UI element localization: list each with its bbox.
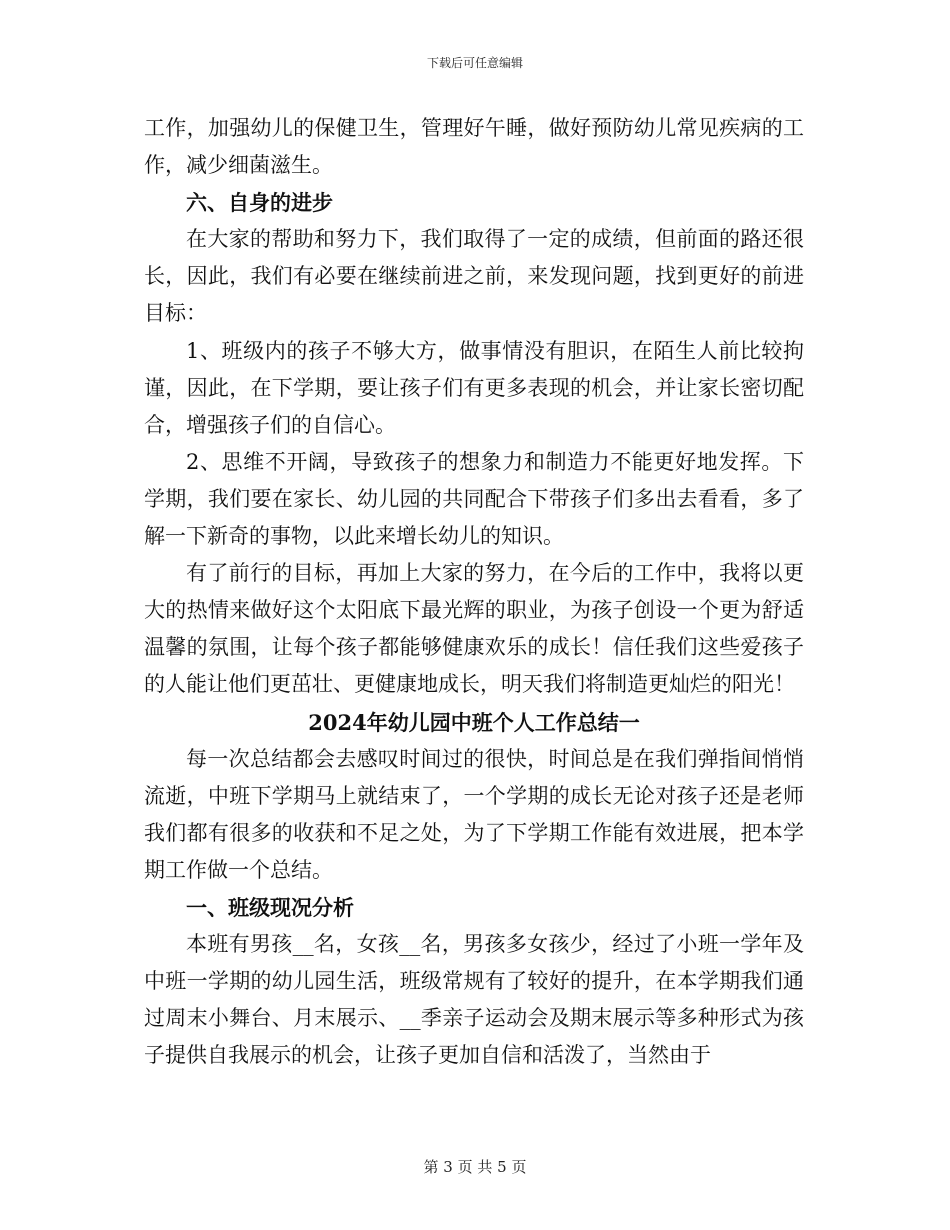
paragraph: 工作，加强幼儿的保健卫生，管理好午睡，做好预防幼儿常见疾病的工作，减少细菌滋生。	[144, 116, 804, 178]
page-footer: 第 3 页 共 5 页	[423, 1158, 527, 1176]
section-heading: 一、班级现况分析	[186, 894, 354, 920]
paragraph: 有了前行的目标，再加上大家的努力，在今后的工作中，我将以更大的热情来做好这个太阳底下最光辉的职业，为孩子创设一个更为舒适温馨的氛围，让每个孩子都能够健康欢乐的成长！信任我们这些爱孩子的人能让他们更茁壮、更健康地成长，明天我们将制造更灿烂的阳光！	[144, 561, 804, 697]
document-body	[144, 110, 804, 1074]
paragraph: 本班有男孩__名，女孩__名，男孩多女孩少，经过了小班一学年及中班一学期的幼儿园生活，班级常规有了较好的提升，在本学期我们通过周末小舞台、月末展示、__季亲子运动会及期末展示等多种形式为孩子提供自我展示的机会，让孩子更加自信和活泼了，当然由于	[144, 932, 804, 1068]
paragraph: 每一次总结都会去感叹时间过的很快，时间总是在我们弹指间悄悄流逝，中班下学期马上就结束了，一个学期的成长无论对孩子还是老师我们都有很多的收获和不足之处，为了下学期工作能有效进展，把本学期工作做一个总结。	[144, 746, 804, 882]
document-title: 2024年幼儿园中班个人工作总结一	[308, 709, 640, 735]
page-header: 下载后可任意编辑	[426, 56, 523, 70]
paragraph: 2、思维不开阔，导致孩子的想象力和制造力不能更好地发挥。下学期，我们要在家长、幼儿园的共同配合下带孩子们多出去看看，多了解一下新奇的事物，以此来增长幼儿的知识。	[144, 449, 804, 549]
paragraph: 在大家的帮助和努力下，我们取得了一定的成绩，但前面的路还很长，因此，我们有必要在继续前进之前，来发现问题，找到更好的前进目标：	[144, 227, 804, 326]
section-heading: 六、自身的进步	[186, 190, 333, 216]
paragraph: 1、班级内的孩子不够大方，做事情没有胆识，在陌生人前比较拘谨，因此，在下学期，要让孩子们有更多表现的机会，并让家长密切配合，增强孩子们的自信心。	[144, 338, 804, 437]
